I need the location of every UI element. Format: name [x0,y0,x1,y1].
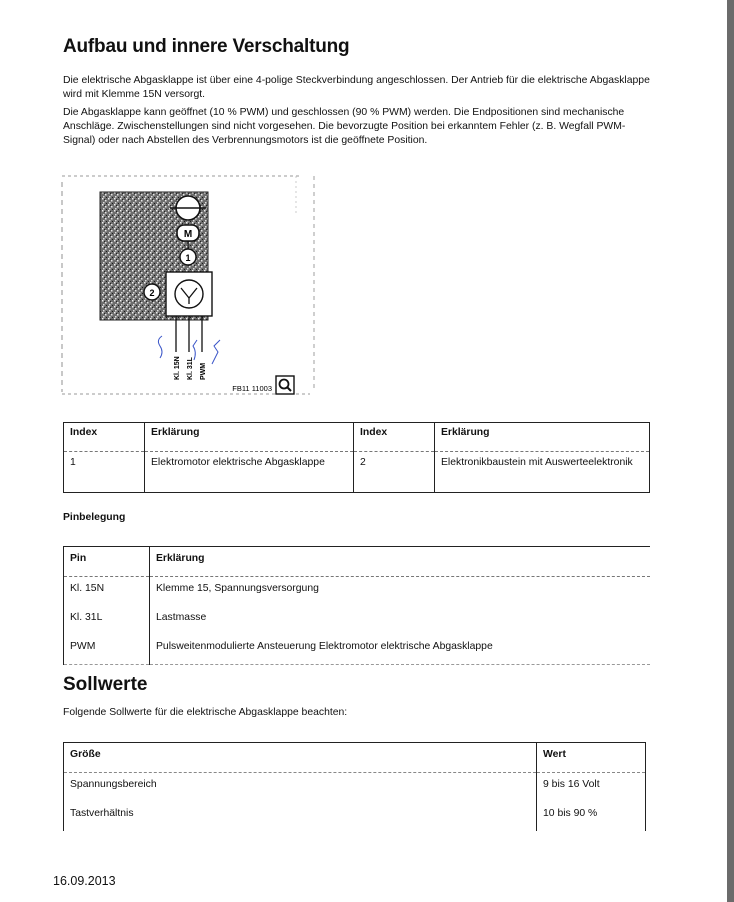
index-cell: 2 [354,452,435,493]
pin-label-15n: Kl. 15N [174,356,181,380]
sollwerte-table-header [64,743,646,773]
page-edge-bar [727,0,734,902]
value-cell: 9 bis 16 Volt [537,773,646,803]
size-cell: Tastverhältnis [70,808,134,819]
value-header: Wert [537,743,646,773]
pin-cell: Kl. 15N [70,583,105,594]
magnifier-icon[interactable] [276,376,294,394]
table-row [64,773,646,803]
table-row [64,606,651,635]
intro-paragraph-1: Die elektrische Abgasklappe ist über eine 4-polige Steckverbindung angeschlossen. Der Antrieb für die elektrische Abgasklappe wird mit Klemme 15N versorgt. [63,75,650,100]
index-table [63,422,650,493]
pin-table [63,546,650,665]
figure-code: FB11 11003 [232,384,272,393]
document-date: 16.09.2013 [53,874,116,888]
table-row [64,577,651,607]
pin-header: Pin [64,547,150,577]
explanation-header-2: Erklärung [435,423,650,452]
sollwerte-table [63,742,646,831]
pin-explanation-cell: Pulsweitenmodulierte Ansteuerung Elektromotor elektrische Abgasklappe [150,635,651,665]
table-row [64,802,646,831]
pin-label-pwm: PWM [200,362,207,380]
heading-aufbau: Aufbau und innere Verschaltung [63,36,350,57]
pin-table-header [64,547,651,577]
pin-explanation-cell: Klemme 15, Spannungsversorgung [150,577,651,607]
callout-2: 2 [149,288,155,298]
wiring-diagram [60,174,330,400]
size-cell: Spannungsbereich [70,779,157,790]
index-header-1: Index [64,423,145,452]
table-row [64,452,650,493]
size-header: Größe [64,743,537,773]
intro-paragraph-2: Die Abgasklappe kann geöffnet (10 % PWM) und geschlossen (90 % PWM) werden. Die Endpositionen sind mechanische Anschläge. Zwischenstellungen sind nicht vorgesehen. Die bevorzugte Position bei erkanntem Fehler (z. B. Wegfall PWM-Signal) oder nach Abstellen des Verbrennungsmotors ist die geöffnete Position. [63,107,626,146]
pin-explanation-header: Erklärung [150,547,651,577]
sollwerte-intro: Folgende Sollwerte für die elektrische Abgasklappe beachten: [63,707,348,718]
index-cell: 1 [70,457,76,468]
value-cell: 10 bis 90 % [537,802,646,831]
table-row [64,635,651,665]
explanation-cell: Elektromotor elektrische Abgasklappe [145,452,354,493]
heading-sollwerte: Sollwerte [63,674,148,695]
pin-section-label: Pinbelegung [63,512,126,523]
pin-cell: PWM [64,635,150,665]
motor-label: M [183,229,193,240]
pin-label-31l: Kl. 31L [187,357,194,380]
pin-cell: Kl. 31L [70,612,103,623]
index-table-header [64,423,650,452]
explanation-cell: Elektronikbaustein mit Auswerteelektronik [435,452,650,493]
explanation-header-1: Erklärung [145,423,354,452]
index-header-2: Index [354,423,435,452]
pin-explanation-cell: Lastmasse [150,606,651,635]
callout-1: 1 [185,253,191,263]
